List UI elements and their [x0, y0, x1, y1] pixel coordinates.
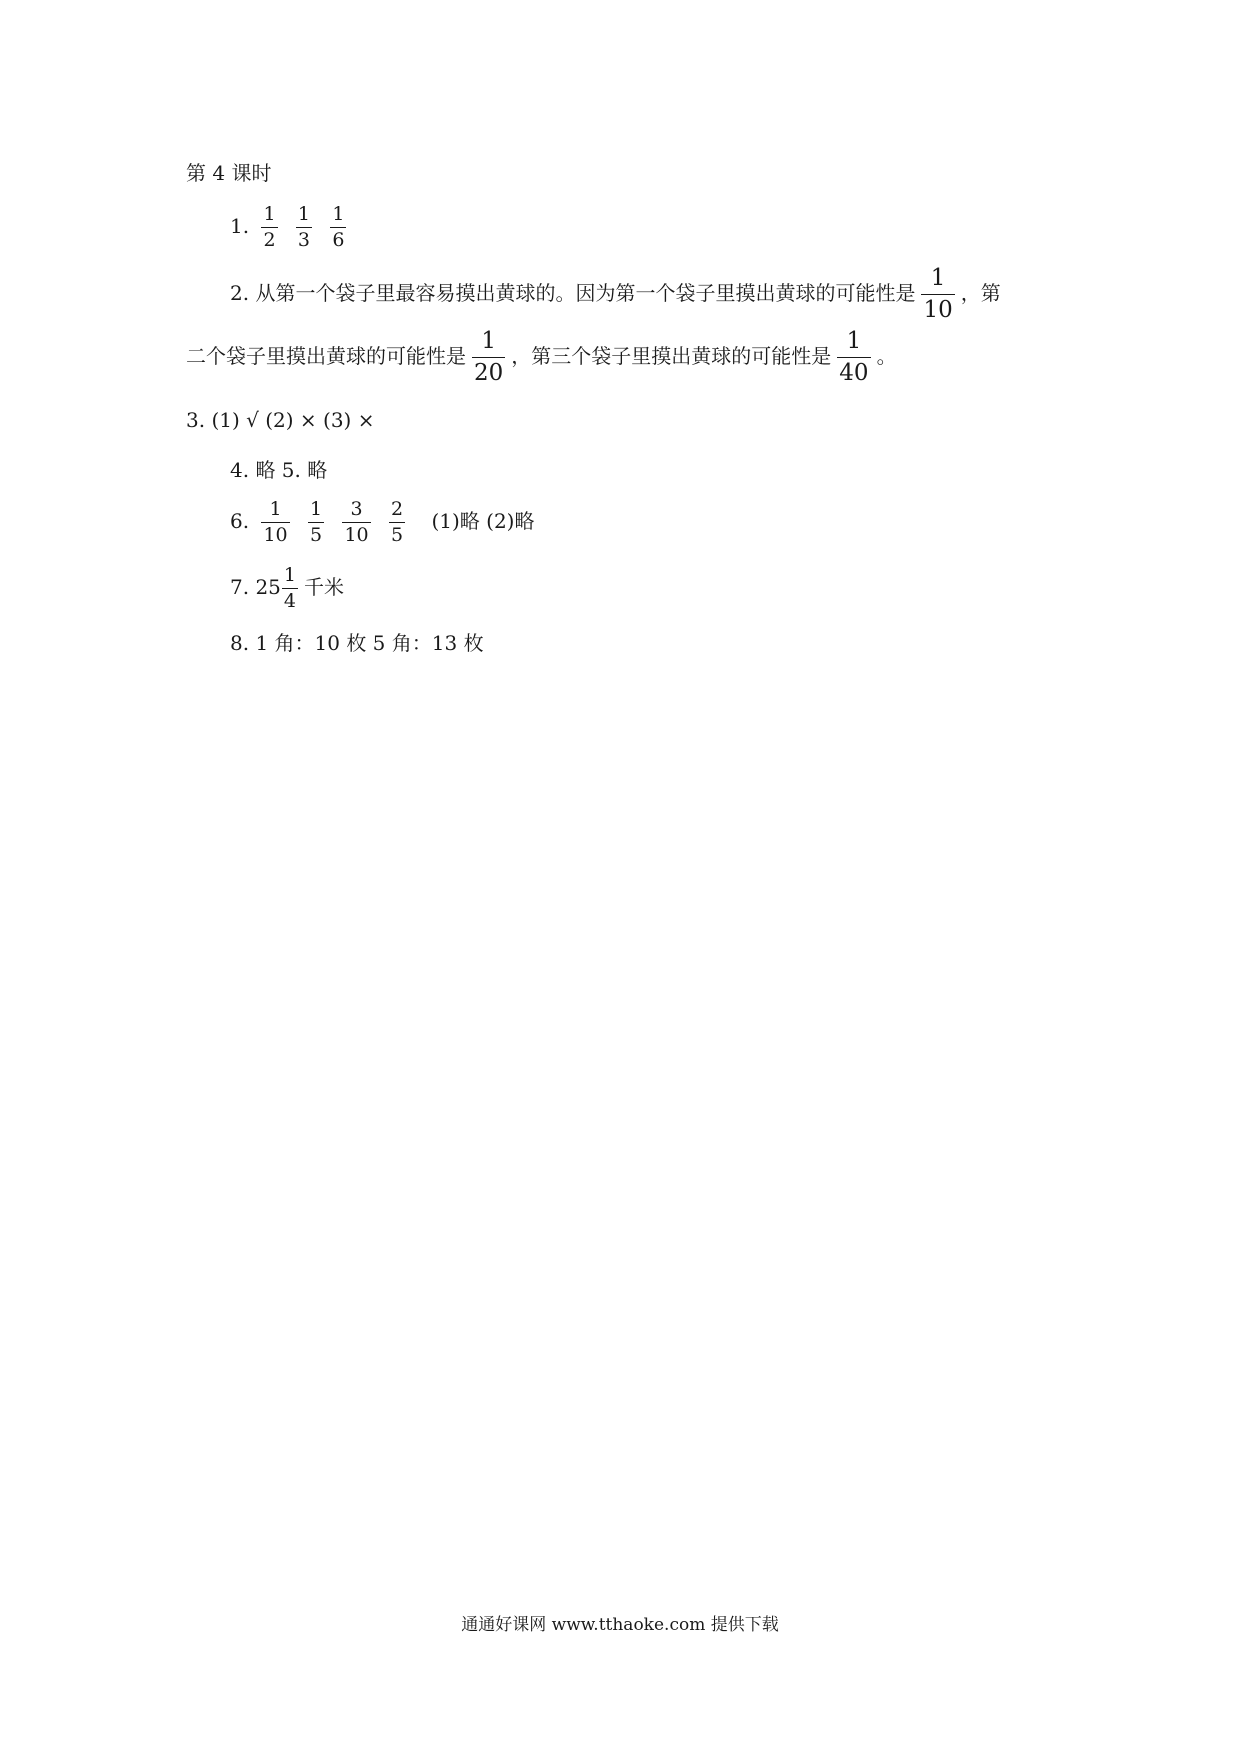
answer-6 [230, 500, 534, 545]
answer-2-text: 从第一个袋子里最容易摸出黄球的。因为第一个袋子里摸出黄球的可能性是 [255, 281, 916, 305]
fraction: $\frac{1}{10}$ [263, 498, 288, 546]
answer-2-text: ，第 [960, 281, 1001, 305]
answer-7-label: 7. [230, 575, 250, 599]
fraction: $\frac{1}{5}$ [310, 498, 323, 546]
answer-1-label: 1. [230, 214, 250, 238]
answer-7-whole: 25 [255, 575, 281, 599]
page-footer: 通通好课网 www.tthaoke.com 提供下载 [461, 1615, 779, 1635]
answer-4-5: 4. 略 5. 略 [230, 458, 328, 482]
lesson-title: 第 4 课时 [186, 161, 272, 185]
answer-2-label: 2. [230, 281, 250, 305]
answer-2-line-2 [186, 330, 897, 385]
answer-1 [230, 205, 352, 250]
answer-2-line-1 [230, 267, 1001, 322]
answer-7 [230, 566, 344, 611]
fraction: $\frac{1}{40}$ [839, 328, 869, 386]
answer-2-text: ，第三个袋子里摸出黄球的可能性是 [511, 344, 832, 368]
answer-7-unit: 千米 [304, 575, 344, 599]
fraction: $\frac{1}{20}$ [474, 328, 504, 386]
answer-8: 8. 1 角：10 枚 5 角：13 枚 [230, 631, 484, 655]
answer-6-label: 6. [230, 509, 250, 533]
fraction: $\frac{1}{3}$ [297, 203, 310, 251]
fraction: $\frac{3}{10}$ [344, 498, 369, 546]
fraction: $\frac{1}{6}$ [332, 203, 345, 251]
answer-2-text: 。 [876, 344, 897, 368]
answer-2-text: 二个袋子里摸出黄球的可能性是 [186, 344, 466, 368]
answer-6-tail: (1)略 (2)略 [431, 509, 535, 533]
fraction: $\frac{1}{4}$ [283, 564, 296, 612]
answer-3: 3. (1) √ (2) × (3) × [186, 408, 375, 432]
fraction: $\frac{1}{2}$ [263, 203, 276, 251]
fraction: $\frac{2}{5}$ [391, 498, 404, 546]
fraction: $\frac{1}{10}$ [923, 265, 953, 323]
